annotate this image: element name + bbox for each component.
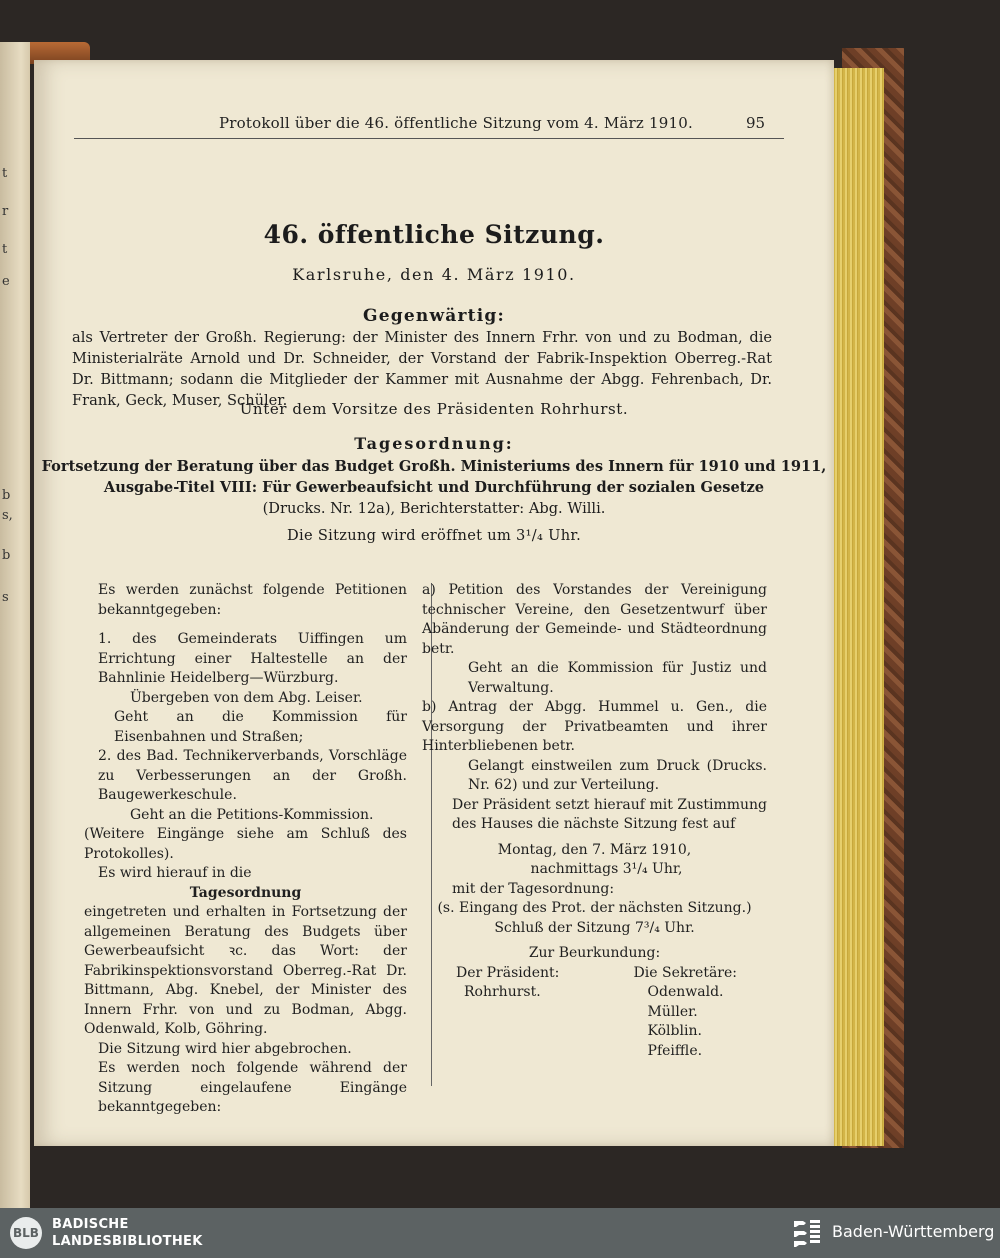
library-name-line2: LANDESBIBLIOTHEK [52, 1234, 203, 1249]
state-name-link[interactable]: Baden-Württemberg [832, 1222, 995, 1241]
agenda-heading: Tagesordnung: [354, 434, 514, 453]
motion-b-print: Gelangt einstweilen zum Druck (Drucks. Nr. 62) und zur Verteilung. [468, 757, 767, 793]
president-name: Rohrhurst. [464, 984, 541, 1000]
left-column [84, 581, 407, 1118]
petitions-intro: Es werden zunächst folgende Petitionen bekanntgegeben: [98, 582, 407, 618]
margin-fragment: s [2, 590, 9, 605]
margin-fragment: r [2, 204, 9, 219]
secretary-name: Odenwald. [647, 984, 724, 1000]
agenda-text [34, 456, 834, 519]
viewer-footer [0, 1208, 1000, 1258]
next-session-date: Montag, den 7. März 1910, [497, 841, 692, 858]
margin-fragment: b [2, 548, 11, 563]
agenda-line: Ausgabe-Titel VIII: Für Gewerbeaufsicht und Durchführung der sozialen Gesetze [103, 479, 765, 496]
header-rule [74, 138, 784, 139]
margin-fragment: e [2, 274, 10, 289]
next-agenda-note: (s. Eingang des Prot. der nächsten Sitzung.) [437, 900, 752, 916]
petition-a: a) Petition des Vorstandes der Vereinigung technischer Vereine, den Gesetzentwurf über Abänderung der Gemeinde- und Städteordnung betr. [422, 582, 767, 657]
session-interrupted: Die Sitzung wird hier abgebrochen. [98, 1040, 352, 1057]
signatures [422, 964, 767, 1062]
lion-coat-of-arms-icon[interactable] [790, 1216, 824, 1250]
page-number: 95 [746, 114, 766, 132]
petition-a-referred: Geht an die Kommission für Justiz und Verwaltung. [468, 660, 767, 696]
margin-fragment: b [2, 488, 11, 503]
petition-item-2: 2. des Bad. Technikerverbands, Vorschläge zu Verbesserungen an der Großh. Baugewerkeschule. [98, 748, 407, 803]
president-label: Der Präsident: [456, 964, 560, 981]
secretary-name: Müller. [647, 1003, 698, 1020]
margin-fragment: t [2, 166, 8, 181]
secretaries-signature [634, 964, 737, 1062]
margin-fragment: s, [2, 508, 13, 523]
blb-logo-icon[interactable]: BLB [10, 1217, 42, 1249]
certification-heading: Zur Beurkundung: [528, 945, 661, 961]
chair-line: Unter dem Vorsitze des Präsidenten Rohrhurst. [239, 400, 629, 418]
petition-item-1-referred: Geht an die Kommission für Eisenbahnen und Straßen; [114, 709, 407, 745]
agenda-line: (Drucks. Nr. 12a), Berichterstatter: Abg. Willi. [262, 500, 606, 517]
petition-item-1-handed: Übergeben von dem Abg. Leiser. [130, 689, 363, 706]
closing-line: Schluß der Sitzung 7³/₄ Uhr. [494, 919, 695, 936]
gilt-page-edges [828, 68, 884, 1146]
agenda-line: Fortsetzung der Beratung über das Budget Großh. Ministeriums des Innern für 1910 und 1911, [41, 458, 827, 475]
running-title: Protokoll über die 46. öffentliche Sitzung vom 4. März 1910. [219, 114, 693, 132]
next-agenda-label: mit der Tagesordnung: [452, 880, 615, 897]
next-session-time: nachmittags 3¹/₄ Uhr, [530, 861, 683, 877]
debate-speakers: eingetreten und erhalten in Fortsetzung der allgemeinen Beratung des Budgets über Gewerbeaufsicht ꝛc. das Wort: der Fabrikinspektionsvorstand Oberreg.-Rat Dr. Bittmann, Abg. Knebel, der Minister des Innern Frhr. von und zu Bodman, Abgg. Odenwald, Kolb, Göhring. [84, 904, 407, 1037]
further-incoming: (Weitere Eingänge siehe am Schluß des Protokolles). [84, 826, 407, 862]
president-note: Der Präsident setzt hierauf mit Zustimmung des Hauses die nächste Sitzung fest auf [452, 796, 767, 832]
petition-item-2-referred: Geht an die Petitions-Kommission. [130, 806, 374, 823]
right-column [422, 581, 767, 1061]
library-name-line1: BADISCHE [52, 1217, 129, 1232]
incoming-announcement: Es werden noch folgende während der Sitzung eingelaufene Eingänge bekanntgegeben: [98, 1060, 407, 1115]
place-date: Karlsruhe, den 4. März 1910. [292, 265, 576, 284]
petition-item-1: 1. des Gemeinderats Uiffingen um Errichtung einer Haltestelle an der Bahnlinie Heidelberg—Würzburg. [98, 631, 407, 686]
secretary-name: Pfeiffle. [647, 1042, 703, 1059]
present-heading: Gegenwärtig: [363, 306, 505, 326]
previous-page-edge [0, 42, 30, 1208]
page-header [34, 114, 834, 138]
agenda-word: Tagesordnung [189, 884, 302, 901]
motion-b: b) Antrag der Abgg. Hummel u. Gen., die Versorgung der Privatbeamten und ihrer Hinterbliebenen betr. [422, 699, 767, 754]
opening-line: Die Sitzung wird eröffnet um 3¹/₄ Uhr. [286, 527, 582, 544]
margin-fragment: t [2, 242, 8, 257]
library-name[interactable] [52, 1216, 203, 1250]
president-signature [456, 964, 559, 1062]
secretaries-label: Die Sekretäre: [633, 964, 737, 981]
present-paragraph: als Vertreter der Großh. Regierung: der Minister des Innern Frhr. von und zu Bodman, die Ministerialräte Arnold und Dr. Schneider, der Vorstand der Fabrik-Inspektion Oberreg.-Rat Dr. Bittmann; sodann die Mitglieder der Kammer mit Ausnahme der Abgg. Fehrenbach, Dr. Frank, Geck, Muser, Schüler. [72, 329, 772, 409]
secretary-name: Kölblin. [647, 1023, 702, 1039]
agenda-transition: Es wird hierauf in die [98, 865, 252, 881]
document-page [34, 60, 834, 1146]
session-title: 46. öffentliche Sitzung. [263, 220, 605, 249]
